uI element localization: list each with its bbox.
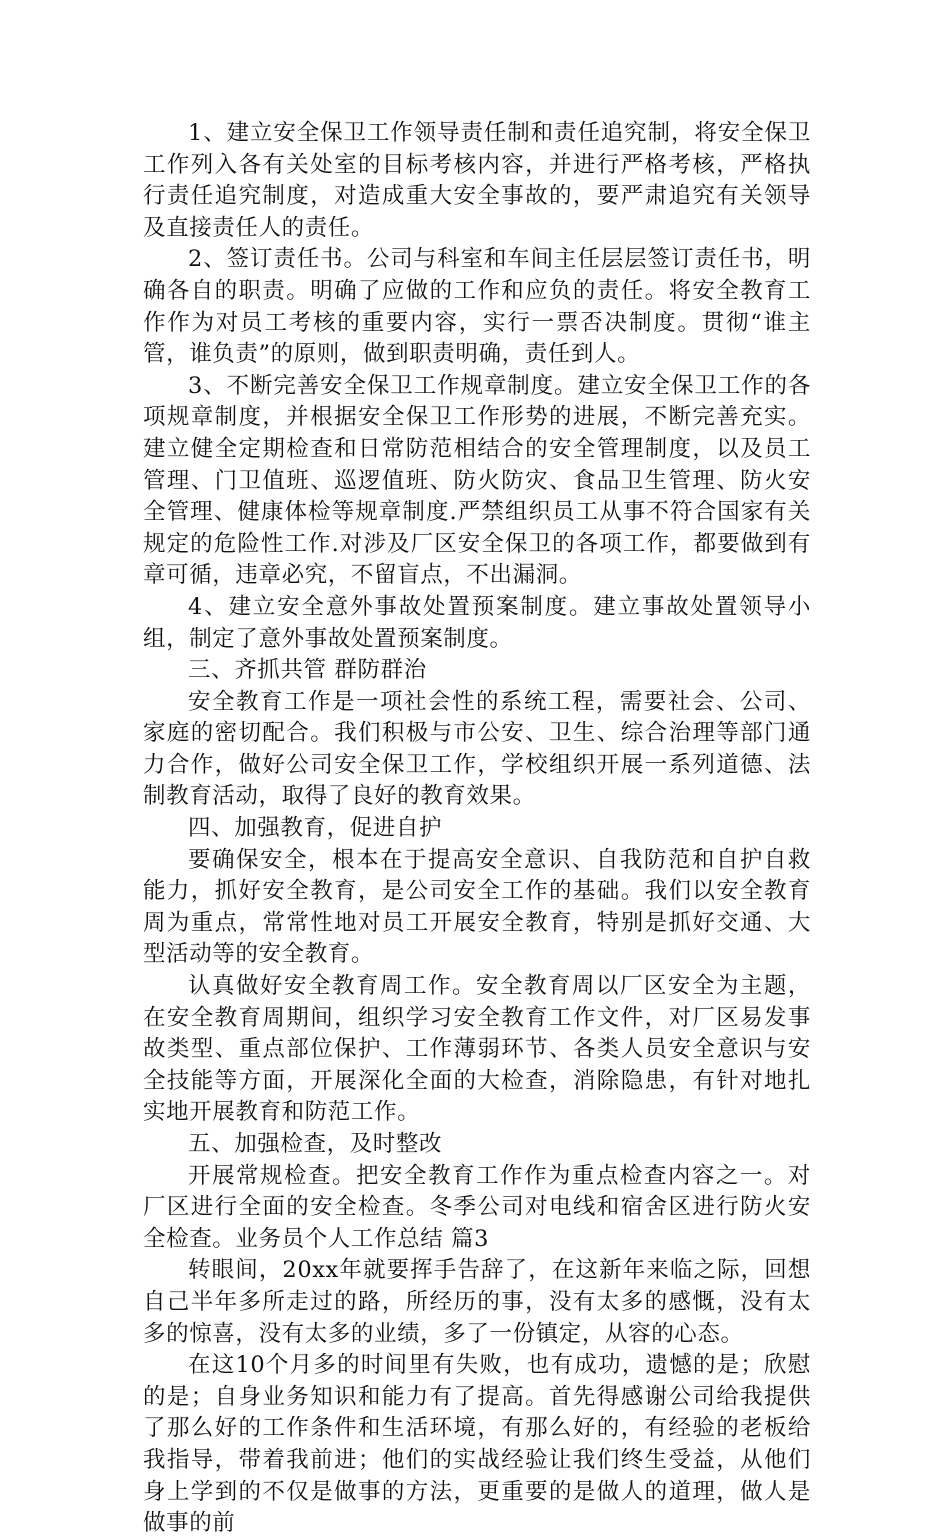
paragraph-safety-week: 认真做好安全教育周工作。安全教育周以厂区安全为主题，在安全教育周期间，组织学习安全教育工作文件，对厂区易发事故类型、重点部位保护、工作薄弱环节、各类人员安全意识与安全技能等方面，开展深化全面的大检查，消除隐患，有针对地扎实地开展教育和防范工作。: [143, 973, 811, 1126]
paragraph-cooperation: 安全教育工作是一项社会性的系统工程，需要社会、公司、家庭的密切配合。我们积极与市公安、卫生、综合治理等部门通力合作，做好公司安全保卫工作，学校组织开展一系列道德、法制教育活动，取得了良好的教育效果。: [143, 688, 811, 810]
section-heading-5: 五、加强检查，及时整改: [188, 1131, 443, 1157]
paragraph-ten-months: 在这10个月多的时间里有失败，也有成功，遗憾的是；欣慰的是；自身业务知识和能力有了提高。首先得感谢公司给我提供了那么好的工作条件和生活环境，有那么好的，有经验的老板给我指导，带着我前进；他们的实战经验让我们终生受益，从他们身上学到的不仅是做事的方法，更重要的是做人的道理，做人是做事的前: [143, 1352, 811, 1537]
section-heading-3: 三、齐抓共管 群防群治: [188, 657, 427, 684]
paragraph-safety-awareness: 要确保安全，根本在于提高安全意识、自我防范和自护自救能力，抓好安全教育，是公司安全工作的基础。我们以安全教育周为重点，常常性地对员工开展安全教育，特别是抓好交通、大型活动等的安全教育。: [143, 846, 811, 968]
paragraph-responsibility-letter: 2、签订责任书。公司与科室和车间主任层层签订责任书，明确各自的职责。明确了应做的工作和应负的责任。将安全教育工作作为对员工考核的重要内容，实行一票否决制度。贯彻“谁主管，谁负责”的原则，做到职责明确，责任到人。: [143, 246, 811, 368]
paragraph-year-review: 转眼间，20xx年就要挥手告辞了，在这新年来临之际，回想自己半年多所走过的路，所经历的事，没有太多的感慨，没有太多的惊喜，没有太多的业绩，多了一份镇定，从容的心态。: [143, 1257, 811, 1347]
section-heading-4: 四、加强教育，促进自护: [188, 815, 443, 842]
paragraph-routine-inspection: 开展常规检查。把安全教育工作作为重点检查内容之一。对厂区进行全面的安全检查。冬季公司对电线和宿舍区进行防火安全检查。业务员个人工作总结 篇3: [143, 1162, 811, 1252]
paragraph-accident-plan: 4、建立安全意外事故处置预案制度。建立事故处置领导小组，制定了意外事故处置预案制度。: [143, 593, 811, 652]
paragraph-responsibility-system: 1、建立安全保卫工作领导责任制和责任追究制，将安全保卫工作列入各有关处室的目标考核内容，并进行严格考核，严格执行责任追究制度，对造成重大安全事故的，要严肃追究有关领导及直接责任人的责任。: [143, 120, 811, 241]
paragraph-rules-improvement: 3、不断完善安全保卫工作规章制度。建立安全保卫工作的各项规章制度，并根据安全保卫工作形势的进展，不断完善充实。建立健全定期检查和日常防范相结合的安全管理制度，以及员工管理、门卫值班、巡逻值班、防火防灾、食品卫生管理、防火安全管理、健康体检等规章制度.严禁组织员工从事不符合国家有关规定的危险性工作.对涉及厂区安全保卫的各项工作，都要做到有章可循，违章必究，不留盲点，不出漏洞。: [143, 372, 811, 589]
document-body: [143, 118, 811, 1540]
